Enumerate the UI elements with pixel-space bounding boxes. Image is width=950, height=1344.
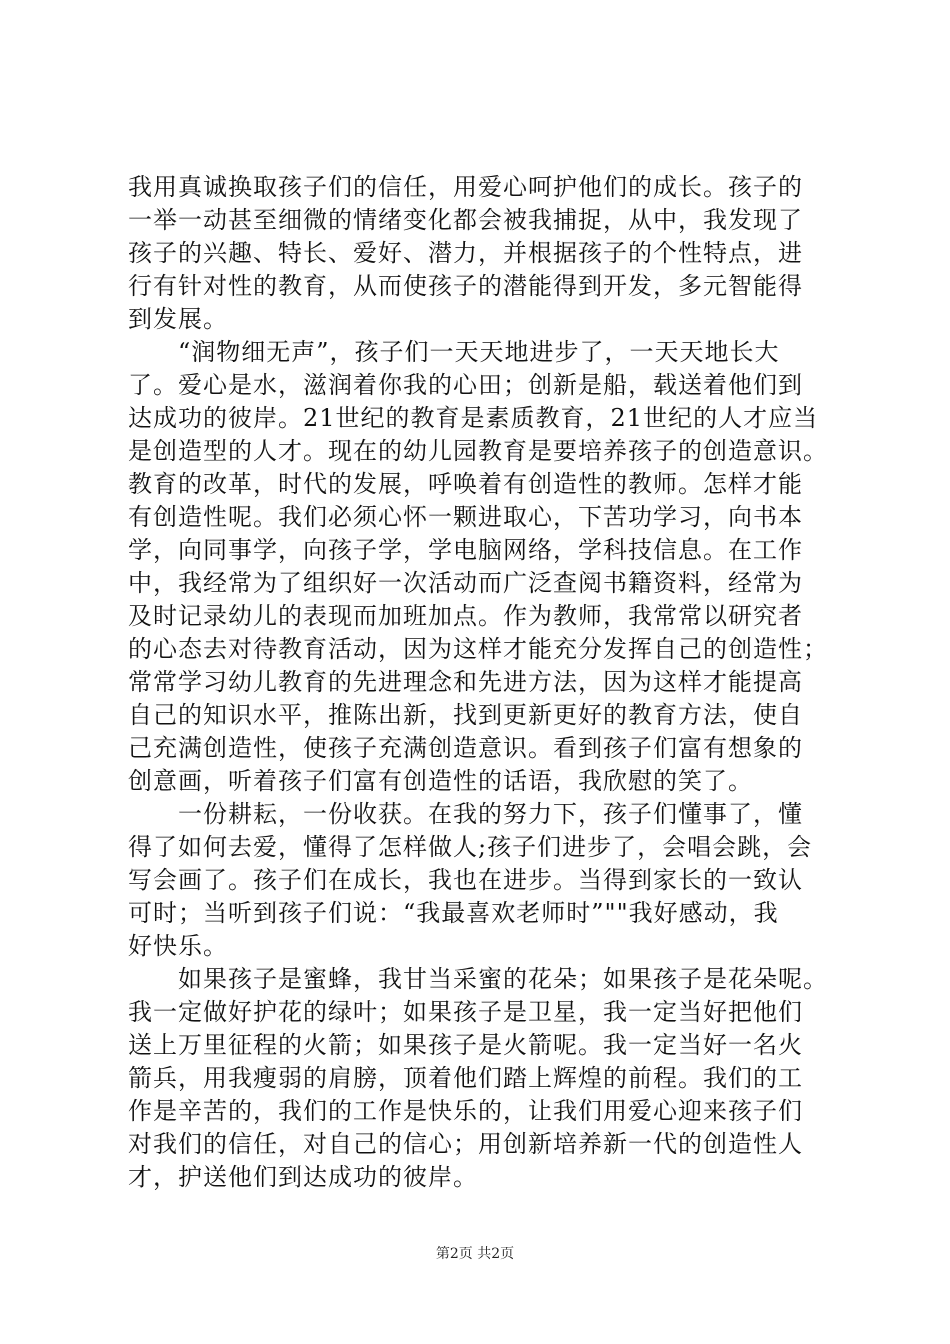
text-line: 好快乐。 <box>128 932 228 960</box>
text-line: 孩子的兴趣、特长、爱好、潜力，并根据孩子的个性特点，进 <box>128 239 803 267</box>
text-line: 送上万里征程的火箭；如果孩子是火箭呢。我一定当好一名火 <box>128 1031 803 1059</box>
text-line: 一举一动甚至细微的情绪变化都会被我捕捉，从中，我发现了 <box>128 206 803 234</box>
text-line: “润物细无声”，孩子们一天天地进步了，一天天地长大 <box>128 338 780 366</box>
text-line: 如果孩子是蜜蜂，我甘当采蜜的花朵；如果孩子是花朵呢。 <box>128 965 828 993</box>
text-line: 我用真诚换取孩子们的信任，用爱心呵护他们的成长。孩子的 <box>128 173 803 201</box>
text-line: 到发展。 <box>128 305 228 333</box>
text-line: 有创造性呢。我们必须心怀一颗进取心，下苦功学习，向书本 <box>128 503 803 531</box>
text-line: 行有针对性的教育，从而使孩子的潜能得到开发，多元智能得 <box>128 272 803 300</box>
text-line: 了。爱心是水，滋润着你我的心田；创新是船，载送着他们到 <box>128 371 803 399</box>
text-line: 创意画，听着孩子们富有创造性的话语，我欣慰的笑了。 <box>128 767 753 795</box>
text-line: 是创造型的人才。现在的幼儿园教育是要培养孩子的创造意识。 <box>128 437 828 465</box>
text-line: 才，护送他们到达成功的彼岸。 <box>128 1163 478 1191</box>
text-line: 的心态去对待教育活动，因为这样才能充分发挥自己的创造性； <box>128 635 828 663</box>
text-line: 及时记录幼儿的表现而加班加点。作为教师，我常常以研究者 <box>128 602 803 630</box>
text-line: 学，向同事学，向孩子学，学电脑网络，学科技信息。在工作 <box>128 536 803 564</box>
text-line: 一份耕耘，一份收获。在我的努力下，孩子们懂事了，懂 <box>128 800 803 828</box>
text-line: 自己的知识水平，推陈出新，找到更新更好的教育方法，使自 <box>128 701 803 729</box>
text-line: 作是辛苦的，我们的工作是快乐的，让我们用爱心迎来孩子们 <box>128 1097 803 1125</box>
text-line: 箭兵，用我瘦弱的肩膀，顶着他们踏上辉煌的前程。我们的工 <box>128 1064 803 1092</box>
text-line: 达成功的彼岸。21世纪的教育是素质教育，21世纪的人才应当 <box>128 404 819 432</box>
text-line: 可时；当听到孩子们说：“我最喜欢老师时”""我好感动，我 <box>128 899 779 927</box>
text-line: 己充满创造性，使孩子充满创造意识。看到孩子们富有想象的 <box>128 734 803 762</box>
text-line: 教育的改革，时代的发展，呼唤着有创造性的教师。怎样才能 <box>128 470 803 498</box>
text-line: 写会画了。孩子们在成长，我也在进步。当得到家长的一致认 <box>128 866 803 894</box>
text-line: 常常学习幼儿教育的先进理念和先进方法，因为这样才能提高 <box>128 668 803 696</box>
text-line: 得了如何去爱，懂得了怎样做人;孩子们进步了，会唱会跳，会 <box>128 833 813 861</box>
text-line: 对我们的信任，对自己的信心；用创新培养新一代的创造性人 <box>128 1130 803 1158</box>
text-line: 中，我经常为了组织好一次活动而广泛查阅书籍资料，经常为 <box>128 569 803 597</box>
page-number-footer: 第2页 共2页 <box>435 1246 515 1262</box>
text-line: 我一定做好护花的绿叶；如果孩子是卫星，我一定当好把他们 <box>128 998 803 1026</box>
